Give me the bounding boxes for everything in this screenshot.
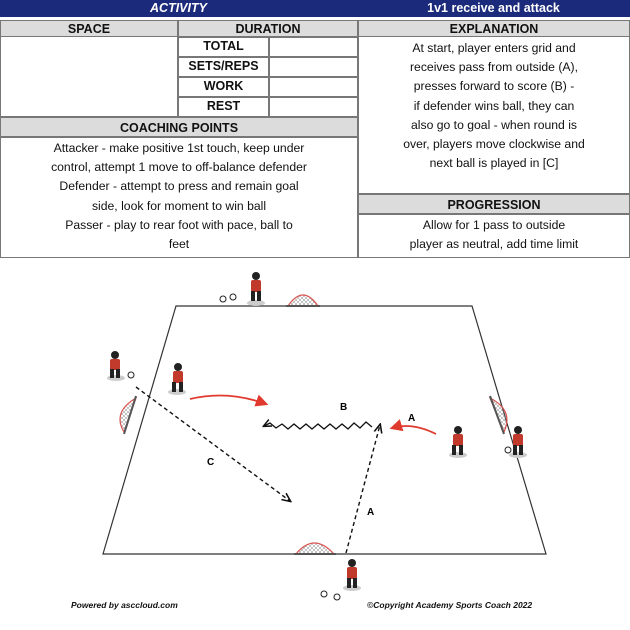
progression-line: player as neutral, add time limit [409, 237, 579, 252]
coaching-point-line: feet [168, 237, 190, 252]
duration-row-label: REST [178, 97, 269, 117]
duration-row-value [269, 57, 358, 77]
player-left-passer [107, 351, 125, 381]
duration-header: DURATION [178, 20, 358, 37]
activity-label: ACTIVITY [0, 0, 357, 17]
explanation-line: also go to goal - when round is [411, 117, 577, 132]
duration-row-label: TOTAL [178, 37, 269, 57]
coaching-points-header: COACHING POINTS [0, 117, 358, 137]
duration-row-value [269, 37, 358, 57]
label-a-bottom: A [367, 507, 375, 518]
label-b: B [340, 402, 348, 413]
explanation-box [358, 37, 630, 194]
explanation-line: receives pass from outside (A), [410, 60, 578, 75]
ball-right [505, 447, 511, 453]
progression-header: PROGRESSION [358, 194, 630, 214]
explanation-line: over, players move clockwise and [403, 137, 585, 152]
progression-box [358, 214, 630, 258]
goal-top [286, 295, 320, 306]
goal-left [120, 396, 136, 434]
explanation-line: At start, player enters grid and [412, 41, 576, 55]
player-bottom-passer [343, 559, 361, 591]
ball-top [220, 294, 236, 302]
ball-bottom [321, 591, 340, 600]
player-top-passer [247, 272, 265, 306]
label-c: C [207, 457, 215, 468]
ball-left [128, 372, 134, 378]
coaching-point-line: side, look for moment to win ball [91, 198, 267, 213]
coaching-points-box [0, 137, 358, 258]
pitch-diagram [0, 258, 630, 630]
coaching-point-line: Attacker - make positive 1st touch, keep under [53, 141, 305, 155]
coaching-point-line: Passer - play to rear foot with pace, ball to [65, 217, 293, 232]
explanation-line: presses forward to score (B) - [413, 79, 575, 94]
powered-by-text: Powered by asccloud.com [71, 600, 178, 610]
space-cell [0, 37, 178, 117]
explanation-line: next ball is played in [C] [429, 156, 559, 171]
coaching-point-line: Defender - attempt to press and remain goal [59, 179, 299, 194]
duration-row-label: SETS/REPS [178, 57, 269, 77]
duration-row-label: WORK [178, 77, 269, 97]
coaching-point-line: control, attempt 1 move to off-balance defender [51, 160, 307, 175]
activity-title: 1v1 receive and attack [357, 0, 630, 17]
duration-row-value [269, 77, 358, 97]
label-a-top: A [408, 413, 416, 424]
progression-line: Allow for 1 pass to outside [422, 218, 566, 232]
explanation-line: if defender wins ball, they can [413, 98, 575, 113]
field-outline [103, 306, 546, 554]
duration-row-value [269, 97, 358, 117]
copyright-text: ©Copyright Academy Sports Coach 2022 [367, 600, 533, 610]
explanation-header: EXPLANATION [358, 20, 630, 37]
space-header: SPACE [0, 20, 178, 37]
